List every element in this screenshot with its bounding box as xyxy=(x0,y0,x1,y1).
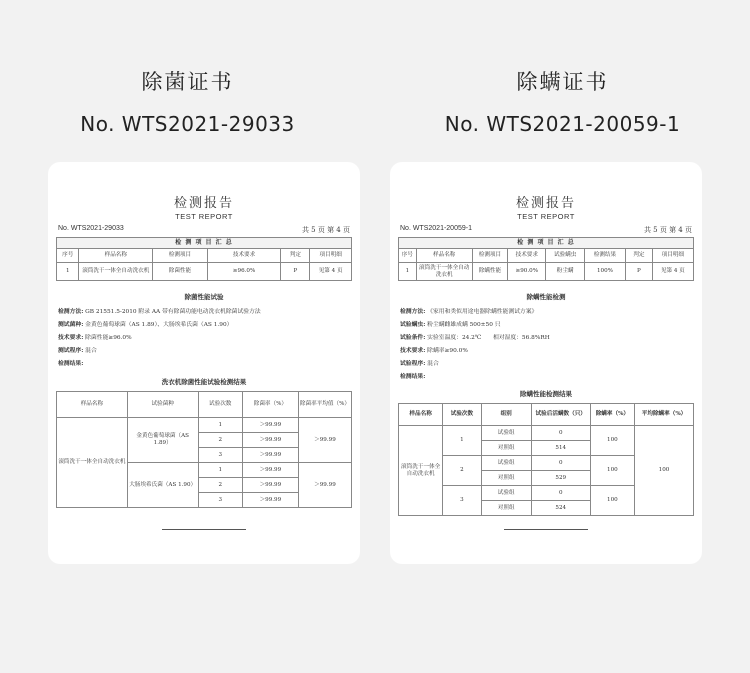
info-line: 试验螨虫: 粉尘螨雌雄成螨 500±50 只 xyxy=(400,322,501,328)
test-strain: 金黄色葡萄球菌（AS 1.89） xyxy=(127,418,198,463)
info-line: 试验程序: 混合 xyxy=(400,361,439,367)
summary-caption: 检 测 项 目 汇 总 xyxy=(57,238,352,249)
summary-cell: 滚筒洗干一体全自动洗衣机 xyxy=(79,263,153,281)
summary-cell: 粉尘螨 xyxy=(546,263,584,281)
report-title: 检测报告 xyxy=(515,196,576,211)
summary-header: 样品名称 xyxy=(79,249,153,263)
result-header: 平均除螨率（%） xyxy=(634,404,693,426)
section-title: 除螨性能检测 xyxy=(526,293,566,301)
summary-header: 技术要求 xyxy=(508,249,546,263)
left-cert-no: No. WTS2021-29033 xyxy=(80,112,295,136)
result-header: 除螨率（%） xyxy=(590,404,634,426)
info-line: 技术要求: 除菌性能≥96.0% xyxy=(58,335,132,341)
result-title: 除螨性能检测结果 xyxy=(520,390,572,398)
trial-no: 3 xyxy=(443,486,481,516)
report-number-line xyxy=(56,225,352,235)
summary-caption: 检 测 项 目 汇 总 xyxy=(399,238,694,249)
result-header: 试验菌种 xyxy=(127,392,198,418)
page-info: 共 5 页 第 4 页 xyxy=(301,226,350,234)
group: 对照组 xyxy=(481,441,531,456)
sterilization-rate: ＞99.99 xyxy=(242,478,298,493)
report-subtitle: TEST REPORT xyxy=(175,212,233,221)
result-header: 除菌率平均值（%） xyxy=(298,392,351,418)
group: 试验组 xyxy=(481,486,531,501)
summary-cell: 除菌性能 xyxy=(153,263,208,281)
right-header xyxy=(375,0,750,136)
summary-cell: ≥96.0% xyxy=(207,263,281,281)
test-report-page xyxy=(398,178,694,554)
summary-header: 检测结果 xyxy=(584,249,625,263)
summary-cell: 滚筒洗干一体全自动洗衣机 xyxy=(416,263,472,281)
result-header: 试验次数 xyxy=(443,404,481,426)
trial-no: 2 xyxy=(443,456,481,486)
result-title: 洗衣机除菌性能试验检测结果 xyxy=(161,378,247,386)
sample-name: 滚筒洗干一体全自动洗衣机 xyxy=(57,418,128,508)
sample-name: 滚筒洗干一体全自动洗衣机 xyxy=(399,426,443,516)
signature-line xyxy=(162,529,246,530)
report-number: No. WTS2021-20059-1 xyxy=(400,225,472,232)
left-header xyxy=(0,0,375,136)
average-rate: ＞99.99 xyxy=(298,463,351,508)
summary-header: 序号 xyxy=(399,249,417,263)
average-rate: 100 xyxy=(634,426,693,516)
sterilization-rate: ＞99.99 xyxy=(242,433,298,448)
result-table xyxy=(398,403,694,516)
sterilization-rate: ＞99.99 xyxy=(242,463,298,478)
mite-count: 0 xyxy=(531,426,590,441)
trial-no: 1 xyxy=(198,463,242,478)
summary-header: 判定 xyxy=(626,249,653,263)
trial-no: 3 xyxy=(198,493,242,508)
report-number: No. WTS2021-29033 xyxy=(58,225,124,232)
summary-header: 判定 xyxy=(281,249,310,263)
summary-header: 序号 xyxy=(57,249,79,263)
summary-cell: P xyxy=(626,263,653,281)
info-line: 检测方法: 《家用和类似用途电器除螨性能测试方案》 xyxy=(400,309,538,315)
mite-removal-rate: 100 xyxy=(590,426,634,456)
mite-removal-rate: 100 xyxy=(590,456,634,486)
right-cert-no: No. WTS2021-20059-1 xyxy=(444,112,681,136)
mite-removal-rate: 100 xyxy=(590,486,634,516)
mite-count: 524 xyxy=(531,501,590,516)
right-heading: 除螨证书 xyxy=(516,70,609,94)
summary-cell: ≥90.0% xyxy=(508,263,546,281)
signature-line xyxy=(504,529,588,530)
mite-removal-certificate-card xyxy=(390,162,702,564)
result-header: 试验次数 xyxy=(198,392,242,418)
mite-count: 514 xyxy=(531,441,590,456)
result-header: 样品名称 xyxy=(399,404,443,426)
mite-count: 529 xyxy=(531,471,590,486)
summary-table xyxy=(398,237,694,281)
group: 试验组 xyxy=(481,456,531,471)
info-line: 测试菌种: 金黄色葡萄球菌（AS 1.89）、大肠埃希氏菌（AS 1.90） xyxy=(58,322,233,328)
summary-cell: 100% xyxy=(584,263,625,281)
summary-table xyxy=(56,237,352,281)
info-line: 测试程序: 混合 xyxy=(58,348,97,354)
summary-header: 项目明细 xyxy=(310,249,352,263)
summary-cell: 除螨性能 xyxy=(472,263,507,281)
left-heading: 除菌证书 xyxy=(141,70,234,94)
test-strain: 大肠埃希氏菌（AS 1.90） xyxy=(127,463,198,508)
trial-no: 1 xyxy=(198,418,242,433)
group: 对照组 xyxy=(481,501,531,516)
summary-cell: 见第 4 页 xyxy=(310,263,352,281)
sterilization-rate: ＞99.99 xyxy=(242,493,298,508)
trial-no: 3 xyxy=(198,448,242,463)
summary-header: 检测项目 xyxy=(153,249,208,263)
result-header: 样品名称 xyxy=(57,392,128,418)
group: 对照组 xyxy=(481,471,531,486)
summary-cell: 1 xyxy=(57,263,79,281)
sterilization-rate: ＞99.99 xyxy=(242,448,298,463)
page-info: 共 5 页 第 4 页 xyxy=(643,226,692,234)
summary-header: 技术要求 xyxy=(207,249,281,263)
summary-cell: 见第 4 页 xyxy=(652,263,693,281)
section-title: 除菌性能试验 xyxy=(184,293,224,301)
trial-no: 2 xyxy=(198,478,242,493)
summary-cell: P xyxy=(281,263,310,281)
sterilization-rate: ＞99.99 xyxy=(242,418,298,433)
report-number-line xyxy=(398,225,694,235)
mite-count: 0 xyxy=(531,456,590,471)
summary-cell: 1 xyxy=(399,263,417,281)
average-rate: ＞99.99 xyxy=(298,418,351,463)
trial-no: 1 xyxy=(443,426,481,456)
result-table xyxy=(56,391,352,508)
summary-header: 样品名称 xyxy=(416,249,472,263)
result-header: 试验后活螨数（只） xyxy=(531,404,590,426)
info-line: 试验条件: 实验室温度：24.2℃ 相对湿度：56.8%RH xyxy=(400,335,550,341)
result-header: 除菌率（%） xyxy=(242,392,298,418)
trial-no: 2 xyxy=(198,433,242,448)
info-line: 检测方法: GB 21551.5-2010 附录 AA 带有除菌功能电动洗衣机除菌试验方法 xyxy=(58,309,261,315)
info-line: 技术要求: 除螨率≥90.0% xyxy=(400,348,468,354)
report-title: 检测报告 xyxy=(173,196,234,211)
summary-header: 试验螨虫 xyxy=(546,249,584,263)
summary-header: 项目明细 xyxy=(652,249,693,263)
result-header: 组别 xyxy=(481,404,531,426)
report-subtitle: TEST REPORT xyxy=(517,212,575,221)
group: 试验组 xyxy=(481,426,531,441)
test-report-page xyxy=(56,178,352,554)
mite-count: 0 xyxy=(531,486,590,501)
sterilization-certificate-card xyxy=(48,162,360,564)
summary-header: 检测项目 xyxy=(472,249,507,263)
info-line: 检测结果: xyxy=(58,361,84,367)
info-line: 检测结果: xyxy=(400,374,426,380)
